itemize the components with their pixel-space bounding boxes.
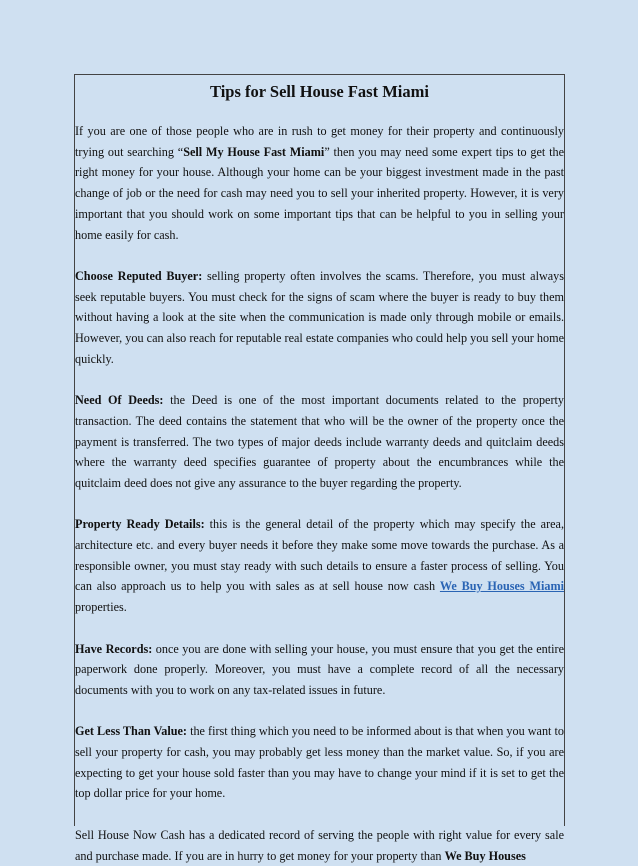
closing-paragraph — [75, 825, 564, 866]
section-get-less-than-value — [75, 721, 564, 804]
intro-text-start: If you are one of those people who are in rush to get money for their property and continuously trying out searching “ — [75, 124, 564, 159]
section-text: selling property often involves the scams. Therefore, you must always seek reputable buyers. You must check for the signs of scam where the buyer is ready to buy them without having a look at the site when the communication is made only through mobile or emails. However, you can also reach for reputable real estate companies who could help you sell your home quickly. — [75, 268, 565, 366]
section-heading: Need Of Deeds: — [75, 393, 164, 408]
intro-text-end: ” then you may need some expert tips to get the right money for your house. Although your home can be your biggest investment made in the past change of job or the need for cash may need you to sell your inherited property. However, it is very important that you should work on some important tips that can be helpful to you in selling your home easily for cash. — [75, 144, 564, 242]
intro-paragraph — [75, 121, 564, 245]
closing-text: Sell House Now Cash has a dedicated record of serving the people with right value for every sale and purchase made. If you are in hurry to get money for your property than — [75, 827, 564, 863]
section-choose-reputed-buyer — [75, 266, 564, 370]
document-page — [74, 74, 565, 863]
section-heading: Get Less Than Value: — [75, 724, 187, 739]
section-need-of-deeds — [75, 390, 564, 494]
section-text-after-link: properties. — [75, 600, 127, 615]
closing-keyword: We Buy Houses — [444, 848, 526, 863]
section-text: once you are done with selling your house, you must ensure that you get the entire paperwork done properly. Moreover, you must have a complete record of all the necessary documents with you to work on any tax-related issues in future. — [75, 641, 564, 697]
section-have-records — [75, 639, 564, 701]
section-text: this is the general detail of the property which may specify the area, architecture etc. and every buyer needs it before they make some move towards the purchase. As a responsible owner, you must stay ready with such details to ensure a faster process of selling. You can also approach us to help you with sales as at sell house now cash — [75, 517, 564, 594]
section-heading: Property Ready Details: — [75, 517, 205, 532]
document-title: Tips for Sell House Fast Miami — [210, 82, 429, 101]
section-property-ready-details — [75, 514, 564, 618]
section-text: the first thing which you need to be informed about is that when you want to sell your property for cash, you may probably get less money than the market value. So, if you are expecting to get your house sold faster than you may have to change your mind if it is set to get the top dollar price for your home. — [75, 724, 565, 801]
intro-keyword: Sell My House Fast Miami — [183, 144, 325, 159]
we-buy-houses-miami-link[interactable]: We Buy Houses Miami — [439, 579, 564, 594]
section-heading: Choose Reputed Buyer: — [75, 268, 203, 283]
section-heading: Have Records: — [75, 641, 153, 656]
section-text: the Deed is one of the most important documents related to the property transaction. The deed contains the statement that who will be the owner of the property once the payment is transferred. The two types of major deeds include warranty deeds and quitclaim deeds where the warranty deed specifies guarantee of property about the encumbrances while the quitclaim deed does not give any assurance to the buyer regarding the property. — [75, 393, 565, 490]
